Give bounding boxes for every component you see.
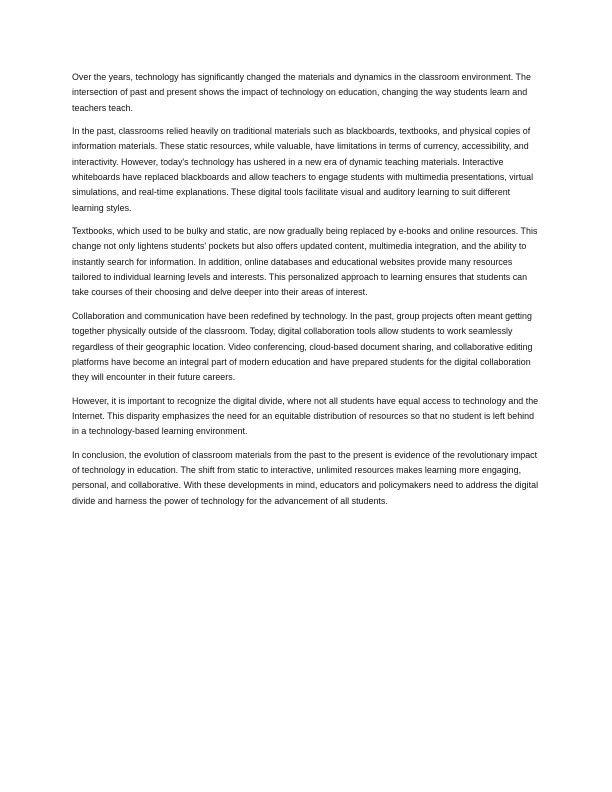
paragraph-collaboration: Collaboration and communication have been redefined by technology. In the past, group projects often meant getting together physically outside of the classroom. Today, digital collaboration tools allow students to work seamlessly regardless of their geographic location. Video conferencing, cloud-based document sharing, and collaborative editing platforms have become an integral part of modern education and have prepared students for the digital collaboration they will encounter in their future careers.: [72, 310, 533, 383]
paragraph-intro: Over the years, technology has significantly changed the materials and dynamics in the classroom environment. The intersection of past and present shows the impact of technology on education, changing the way students learn and teachers teach.: [72, 72, 531, 113]
paragraph-conclusion: In conclusion, the evolution of classroom materials from the past to the present is evidence of the revolutionary impact of technology in education. The shift from static to interactive, unlimited resources makes learning more engaging, personal, and collaborative. With these developments in mind, educators and policymakers need to address the digital divide and harness the power of technology for the advancement of all students.: [72, 449, 539, 506]
document-body: [72, 70, 542, 517]
paragraph-past-classrooms: In the past, classrooms relied heavily on traditional materials such as blackboards, textbooks, and physical copies of information materials. These static resources, while valuable, have limitations in terms of currency, accessibility, and interactivity. However, today's technology has ushered in a new era of dynamic teaching materials. Interactive whiteboards have replaced blackboards and allow teachers to engage students with multimedia presentations, virtual simulations, and real-time explanations. These digital tools facilitate visual and auditory learning to suit different learning styles.: [72, 126, 534, 213]
paragraph-digital-divide: However, it is important to recognize the digital divide, where not all students have equal access to technology and the Internet. This disparity emphasizes the need for an equitable distribution of resources so that no student is left behind in a technology-based learning environment.: [72, 395, 539, 437]
paragraph-textbooks: Textbooks, which used to be bulky and static, are now gradually being replaced by e-books and online resources. This change not only lightens students' pockets but also offers updated content, multimedia integration, and the ability to instantly search for information. In addition, online databases and educational websites provide many resources tailored to individual learning levels and interests. This personalized approach to learning ensures that students can take courses of their choosing and delve deeper into their areas of interest.: [72, 226, 538, 298]
